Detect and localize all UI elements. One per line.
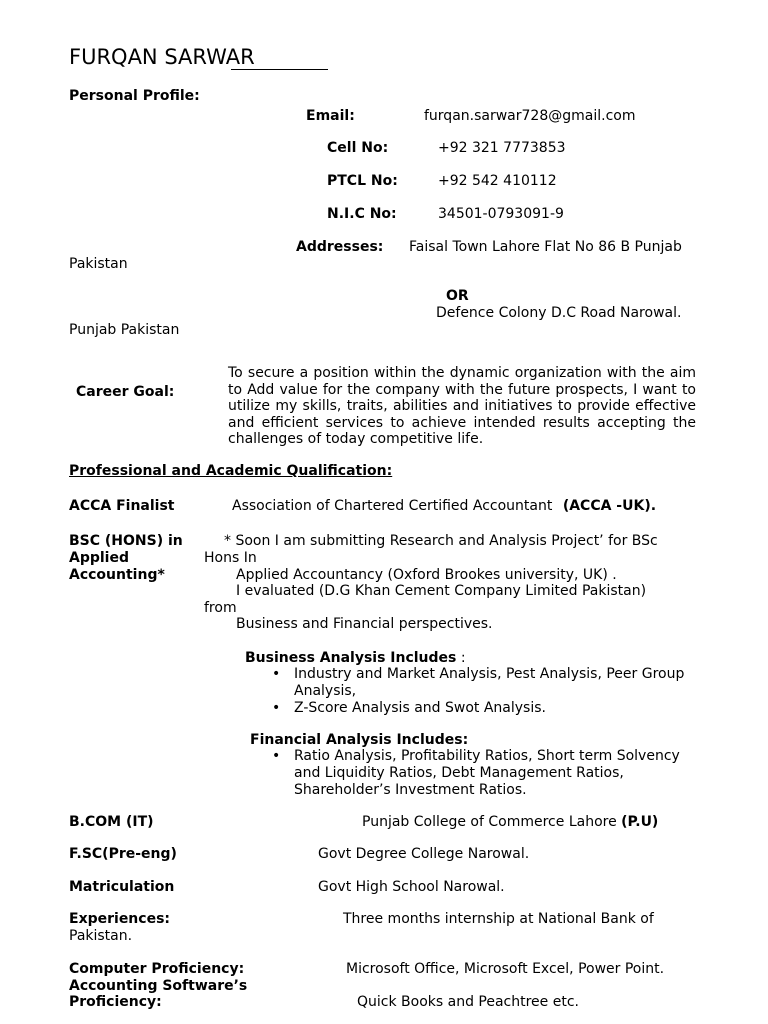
email-label: Email: [306,108,355,124]
acca-text [232,498,656,515]
career-goal-label: Career Goal: [76,384,175,400]
bsc-label-1: BSC (HONS) in [69,533,183,549]
bsc-line-4: I evaluated (D.G Khan Cement Company Limited Pakistan) [236,583,647,599]
financial-analysis-heading: Financial Analysis Includes: [250,732,469,748]
acca-suffix: (ACCA -UK). [562,498,657,514]
fsc-label: F.SC(Pre-eng) [69,846,177,862]
ptcl-value: +92 542 410112 [438,173,557,189]
bcom-label: B.COM (IT) [69,814,154,830]
personal-profile-heading: Personal Profile: [69,88,200,104]
resume-name: FURQAN SARWAR [69,45,255,69]
financial-analysis-list [272,748,704,799]
address2-line2: Punjab Pakistan [69,322,180,338]
business-analysis-list [272,666,694,717]
address1-line1: Faisal Town Lahore Flat No 86 B Punjab [409,239,682,255]
ptcl-label: PTCL No: [327,173,398,189]
accounting-software-text: Quick Books and Peachtree etc. [357,994,579,1010]
business-analysis-title: Business Analysis Includes [245,650,457,666]
matric-text: Govt High School Narowal. [318,879,505,895]
email-value: furqan.sarwar728@gmail.com [424,108,636,124]
acca-label: ACCA Finalist [69,498,175,514]
bcom-suffix: (P.U) [621,814,659,830]
computer-proficiency-text: Microsoft Office, Microsoft Excel, Power Point. [346,961,665,977]
bsc-label-3: Accounting* [69,567,165,583]
bsc-line-3: Applied Accountancy (Oxford Brookes university, UK) . [236,567,617,583]
bsc-line-5: from [204,600,237,616]
list-item: • Ratio Analysis, Profitability Ratios, Short term Solvency and Liquidity Ratios, Debt Management Ratios, Shareholder’s Investment Ratios. [272,748,704,799]
accounting-software-label-1: Accounting Software’s [69,978,248,994]
nic-label: N.I.C No: [327,206,397,222]
address-or: OR [446,288,469,304]
list-item: • Industry and Market Analysis, Pest Analysis, Peer Group Analysis, [272,666,694,700]
cell-value: +92 321 7773853 [438,140,566,156]
acca-body: Association of Chartered Certified Accountant [232,498,553,514]
computer-proficiency-label: Computer Proficiency: [69,961,245,977]
career-goal-text: To secure a position within the dynamic organization with the aim to Add value for the company with the future prospects, I want to utilize my skills, traits, abilities and initiatives to provide effective and efficient services to achieve intended results accepting the challenges of today competitive life. [228,365,696,447]
experience-label: Experiences: [69,911,171,927]
bsc-label-2: Applied [69,550,129,566]
fsc-text: Govt Degree College Narowal. [318,846,530,862]
experience-text-1: Three months internship at National Bank of [343,911,654,927]
address1-line2: Pakistan [69,256,128,272]
bcom-text [362,814,658,831]
experience-text-2: Pakistan. [69,928,133,944]
nic-value: 34501-0793091-9 [438,206,564,222]
bsc-line-6: Business and Financial perspectives. [236,616,493,632]
matric-label: Matriculation [69,879,175,895]
qualification-heading: Professional and Academic Qualification: [69,463,393,479]
bsc-line-2: Hons In [204,550,257,566]
business-analysis-colon: : [456,650,466,666]
cell-label: Cell No: [327,140,389,156]
name-underline [231,69,328,70]
list-item: • Z-Score Analysis and Swot Analysis. [272,700,694,717]
accounting-software-label-2: Proficiency: [69,994,162,1010]
bcom-body: Punjab College of Commerce Lahore [362,814,617,830]
address2-line1: Defence Colony D.C Road Narowal. [436,305,682,321]
business-analysis-heading [245,650,466,667]
address-label: Addresses: [296,239,384,255]
bsc-line-1: * Soon I am submitting Research and Analysis Project’ for BSc [224,533,658,549]
